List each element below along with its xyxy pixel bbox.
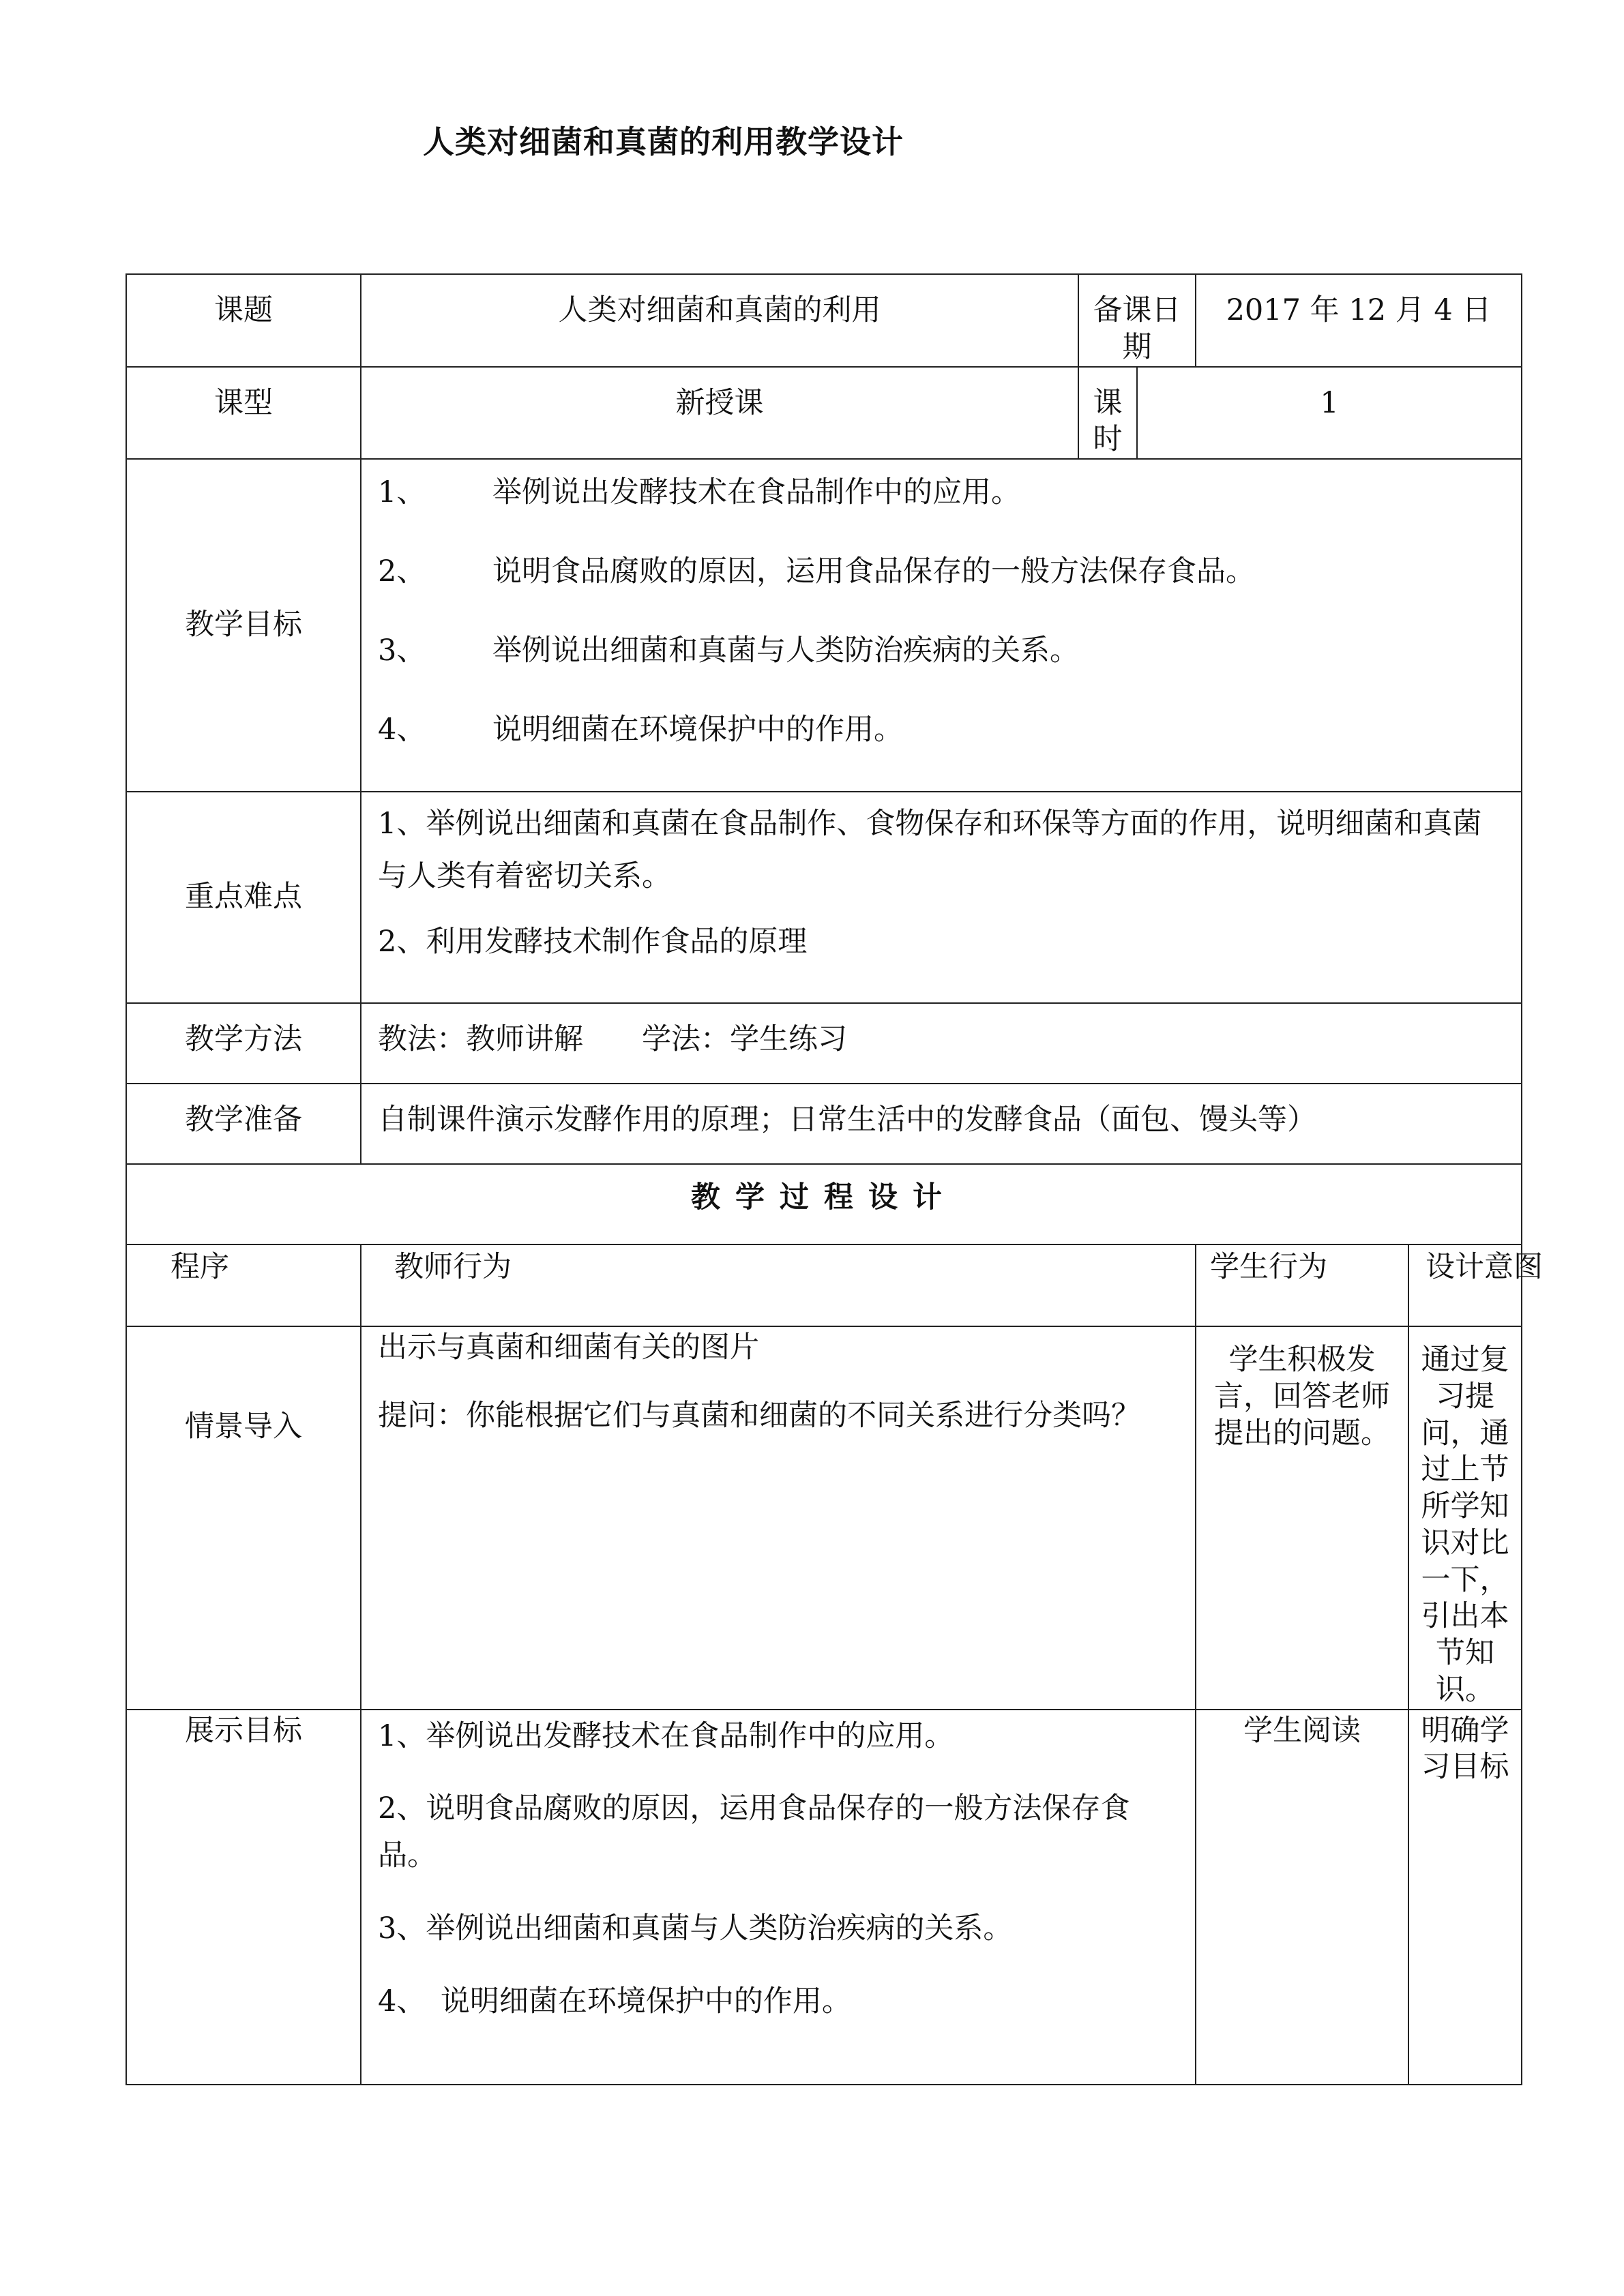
objective-item — [378, 554, 1505, 633]
date-label: 备课日期 — [1078, 274, 1196, 367]
key-points-row — [126, 792, 1522, 1003]
design-intent: 明确学习目标 — [1408, 1710, 1522, 2085]
objective-number: 1、 — [378, 475, 426, 509]
student-action: 学生积极发言，回答老师提出的问题。 — [1196, 1326, 1408, 1710]
methods-value: 教法：教师讲解 学法：学生练习 — [361, 1003, 1522, 1084]
header-student: 学生行为 — [1196, 1244, 1408, 1326]
objectives-list — [361, 459, 1522, 792]
key-point-item: 2、利用发酵技术制作食品的原理 — [378, 924, 808, 959]
teacher-question-text: 你能根据它们与真菌和细菌的不同关系进行分类吗？ — [466, 1398, 1140, 1433]
objective-item — [378, 712, 1505, 791]
design-intent: 通过复习提问，通过上节所学知识对比一下，引出本节知识。 — [1408, 1326, 1522, 1710]
objectives-label: 教学目标 — [126, 459, 361, 792]
key-point-item: 1、举例说出细菌和真菌在食品制作、食物保存和环保等方面的作用，说明细菌和真菌与人类有着密切关系。 — [378, 807, 1482, 894]
hours-value: 1 — [1137, 367, 1522, 460]
topic-value: 人类对细菌和真菌的利用 — [361, 274, 1078, 367]
document-title: 人类对细菌和真菌的利用教学设计 — [423, 123, 904, 160]
objective-number: 4、 — [378, 713, 426, 747]
process-row-intro — [126, 1326, 1522, 1710]
teacher-goal-item: 1、举例说出发酵技术在食品制作中的应用。 — [378, 1718, 954, 1753]
objective-number: 3、 — [378, 633, 426, 668]
key-points-content — [361, 792, 1522, 1003]
preparation-value: 自制课件演示发酵作用的原理；日常生活中的发酵食品（面包、馒头等） — [361, 1084, 1522, 1164]
objective-item — [378, 475, 1505, 554]
objective-text: 举例说出发酵技术在食品制作中的应用。 — [492, 475, 1020, 509]
teacher-question — [378, 1391, 1179, 1442]
header-teacher: 教师行为 — [361, 1244, 1196, 1326]
preparation-row — [126, 1084, 1522, 1164]
preparation-label: 教学准备 — [126, 1084, 361, 1164]
topic-label: 课题 — [126, 274, 361, 367]
header-stage: 程序 — [126, 1244, 361, 1326]
teacher-question-prefix: 提问： — [378, 1398, 466, 1433]
objective-text: 举例说出细菌和真菌与人类防治疾病的关系。 — [492, 633, 1079, 668]
process-banner-row — [126, 1164, 1522, 1244]
process-header-row — [126, 1244, 1522, 1326]
teacher-action — [361, 1710, 1196, 2085]
process-row-goals — [126, 1710, 1522, 2085]
process-banner: 教学过程设计 — [126, 1164, 1522, 1244]
objective-text: 说明食品腐败的原因，运用食品保存的一般方法保存食品。 — [492, 554, 1255, 588]
type-value: 新授课 — [361, 367, 1078, 460]
teacher-goal-item: 4、 说明细菌在环境保护中的作用。 — [378, 1984, 851, 2018]
hours-label: 课时 — [1078, 367, 1137, 460]
objective-item — [378, 633, 1505, 712]
teacher-goal-item: 3、举例说出细菌和真菌与人类防治疾病的关系。 — [378, 1911, 1013, 1945]
lesson-plan-table — [126, 273, 1543, 2085]
objective-number: 2、 — [378, 554, 426, 588]
stage-label: 展示目标 — [126, 1710, 361, 2085]
student-action: 学生阅读 — [1196, 1710, 1408, 2085]
teacher-action-line: 出示与真菌和细菌有关的图片 — [378, 1330, 759, 1365]
topic-row — [126, 274, 1522, 367]
teacher-action — [361, 1326, 1196, 1710]
objective-text: 说明细菌在环境保护中的作用。 — [492, 713, 903, 747]
key-points-label: 重点难点 — [126, 792, 361, 1003]
stage-label: 情景导入 — [126, 1326, 361, 1710]
teacher-goal-item: 2、说明食品腐败的原因，运用食品保存的一般方法保存食品。 — [378, 1791, 1130, 1873]
type-label: 课型 — [126, 367, 361, 460]
methods-row — [126, 1003, 1522, 1084]
type-row — [126, 367, 1522, 460]
date-value: 2017 年 12 月 4 日 — [1196, 274, 1522, 367]
methods-label: 教学方法 — [126, 1003, 361, 1084]
objectives-row — [126, 459, 1522, 792]
header-intent: 设计意图 — [1408, 1244, 1522, 1326]
